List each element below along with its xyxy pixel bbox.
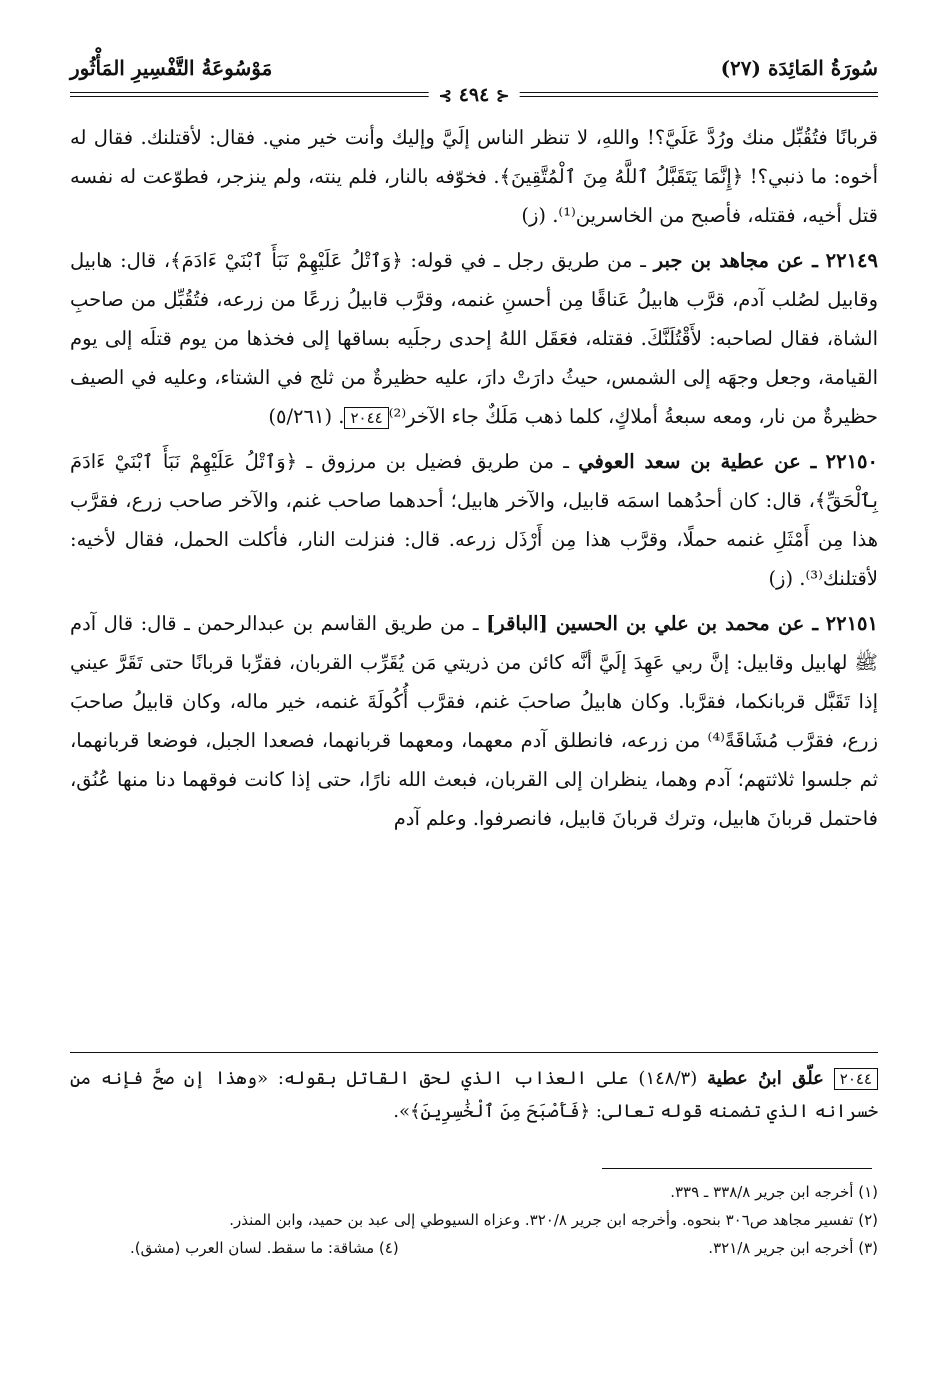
commentary-text: (١٤٨/٣) على العذاب الذي لحق القاتل بقوله: «وهذا إن صحَّ فإنه من خسرانه الذي تضمنه قوله تعالى: ﴿فَأَصْبَحَ مِنَ ٱلْخَٰسِرِينَ﴾». <box>70 1068 878 1122</box>
book-title: مَوْسُوعَةُ التَّفْسِيرِ المَأْثُور <box>70 56 273 80</box>
commentary-note <box>70 1062 878 1128</box>
narration-22149 <box>70 241 878 436</box>
page-number <box>429 84 520 106</box>
narration-number: ٢٢١٤٩ <box>825 249 878 272</box>
commentary-rule <box>70 1052 878 1053</box>
narrator-name: ـ عن محمد بن علي بن الحسين [الباقر] <box>486 612 819 635</box>
narration-text: ـ من طريق رجل ـ في قوله: ﴿وَٱتْلُ عَلَيْهِمْ نَبَأَ ٱبْنَيْ ءَادَمَ﴾، قال: هابيل وقابيل لصُلب آدم، قرَّب هابيلُ عَناقًا مِن أحسنِ غنمه، وقرَّب قابيلُ زرعًا من زرعه، فتُقُبِّل من صاحبِ الشاة، فقال لصاحبه: لأَقْتُلَنَّكَ. فقتله، فعَقَل اللهُ إحدى رجلَيه بساقها إلى فخذها من يوم قتلَه إلى يوم القيامة، وجعل وجهَه إلى الشمس، حيثُ دارَتْ دارَ، عليه حظيرةٌ من ثلج في الشتاء، وعليه في الصيف حظيرةٌ من نار، ومعه سبعةُ أملاكٍ، كلما ذهب مَلَكٌ جاء الآخر⁽²⁾ <box>70 249 878 428</box>
narration-number: ٢٢١٥٠ <box>825 450 878 473</box>
page-number-value: ٤٩٤ <box>458 84 490 106</box>
narration-22150 <box>70 442 878 598</box>
narrator-name: ـ عن عطية بن سعد العوفي <box>578 450 817 473</box>
paragraph-text: قربانًا فتُقُبِّل منك ورُدَّ عَلَيَّ؟! واللهِ، لا تنظر الناس إلَيَّ وإليك وأنت خير مني. فقال: لأقتلنك. فقال له أخوه: ما ذنبي؟! ﴿إِنَّمَا يَتَقَبَّلُ ٱللَّهُ مِنَ ٱلْمُتَّقِينَ﴾. فخوّفه بالنار، فلم ينته، ولم ينزجر، فطوّعت له نفسه قتل أخيه، فقتله، فأصبح من الخاسرين⁽¹⁾. (ز) <box>70 126 878 227</box>
footnote-row <box>70 1234 878 1262</box>
ornament-left-icon: ⊰ <box>438 86 453 105</box>
narration-22151 <box>70 604 878 838</box>
commentary-box: ٢٠٤٤ <box>834 1068 878 1090</box>
footnote-rule <box>602 1168 872 1169</box>
paragraph <box>70 118 878 235</box>
ornament-right-icon: ⊱ <box>495 86 510 105</box>
footnote-1: (١) أخرجه ابن جرير ٣٣٨/٨ ـ ٣٣٩. <box>670 1183 878 1201</box>
narrator-name: ـ عن مجاهد بن جبر <box>653 249 818 272</box>
footnote-2: (٢) تفسير مجاهد ص٣٠٦ بنحوه. وأخرجه ابن جرير ٣٢٠/٨. وعزاه السيوطي إلى عبد بن حميد، وابن المنذر. <box>229 1211 878 1229</box>
footnotes <box>70 1178 878 1262</box>
narration-text: ـ من طريق القاسم بن عبدالرحمن ـ قال: قال آدم ﷺ لهابيل وقابيل: إنَّ ربي عَهِدَ إلَيَّ أنَّه كائن من ذريتي مَن يُقَرِّب القربان، فقرِّبا قربانًا حتى تَقَرَّ عيني إذا تَقَبَّل قربانكما، فقرَّبا. وكان هابيلُ صاحبَ غنم، فقرَّب أُكُولَةَ غنمه، خير ماله، وكان قابيلُ صاحبَ زرع، فقرَّب مُشَاقَةً⁽⁴⁾ من زرعه، فانطلق آدم معهما، ومعهما قربانهما، فصعدا الجبل، فوضعا قربانهما، ثم جلسوا ثلاثتهم؛ آدم وهما، ينظران إلى القربان، فبعث الله نارًا، حتى إذا كانت فوقهما دنا منها عُنُق، فاحتمل قربانَ هابيل، وترك قربانَ قابيل، فانصرفوا. وعلم آدم <box>70 612 878 830</box>
narration-tail: . (٥/٢٦١) <box>268 405 345 428</box>
page-header <box>70 52 878 108</box>
narration-number: ٢٢١٥١ <box>825 612 878 635</box>
narration-text: ـ من طريق فضيل بن مرزوق ـ ﴿وَٱتْلُ عَلَيْهِمْ نَبَأَ ٱبْنَيْ ءَادَمَ بِٱلْحَقِّ﴾، قال: كان أحدُهما اسمَه قابيل، والآخر هابيل؛ أحدهما صاحب غنم، والآخر صاحب زرع، فقرَّب هذا مِن أَمْثَلِ غنمه حملًا، وقرَّب هذا مِن أَرْذَل زرعه. قال: فنزلت النار، فأكلت الحمل، فقال لأخيه: لأقتلنك⁽³⁾. (ز) <box>70 450 878 590</box>
commentary-author: علّق ابنُ عطية <box>707 1068 824 1089</box>
footnote-4: (٤) مشاقة: ما سقط. لسان العرب (مشق). <box>130 1239 399 1257</box>
main-text <box>70 118 878 838</box>
cross-ref-box: ٢٠٤٤ <box>344 407 388 429</box>
footnote-3: (٣) أخرجه ابن جرير ٣٢١/٨. <box>708 1239 878 1257</box>
surah-title: سُورَةُ المَائِدَة (٢٧) <box>720 56 878 80</box>
